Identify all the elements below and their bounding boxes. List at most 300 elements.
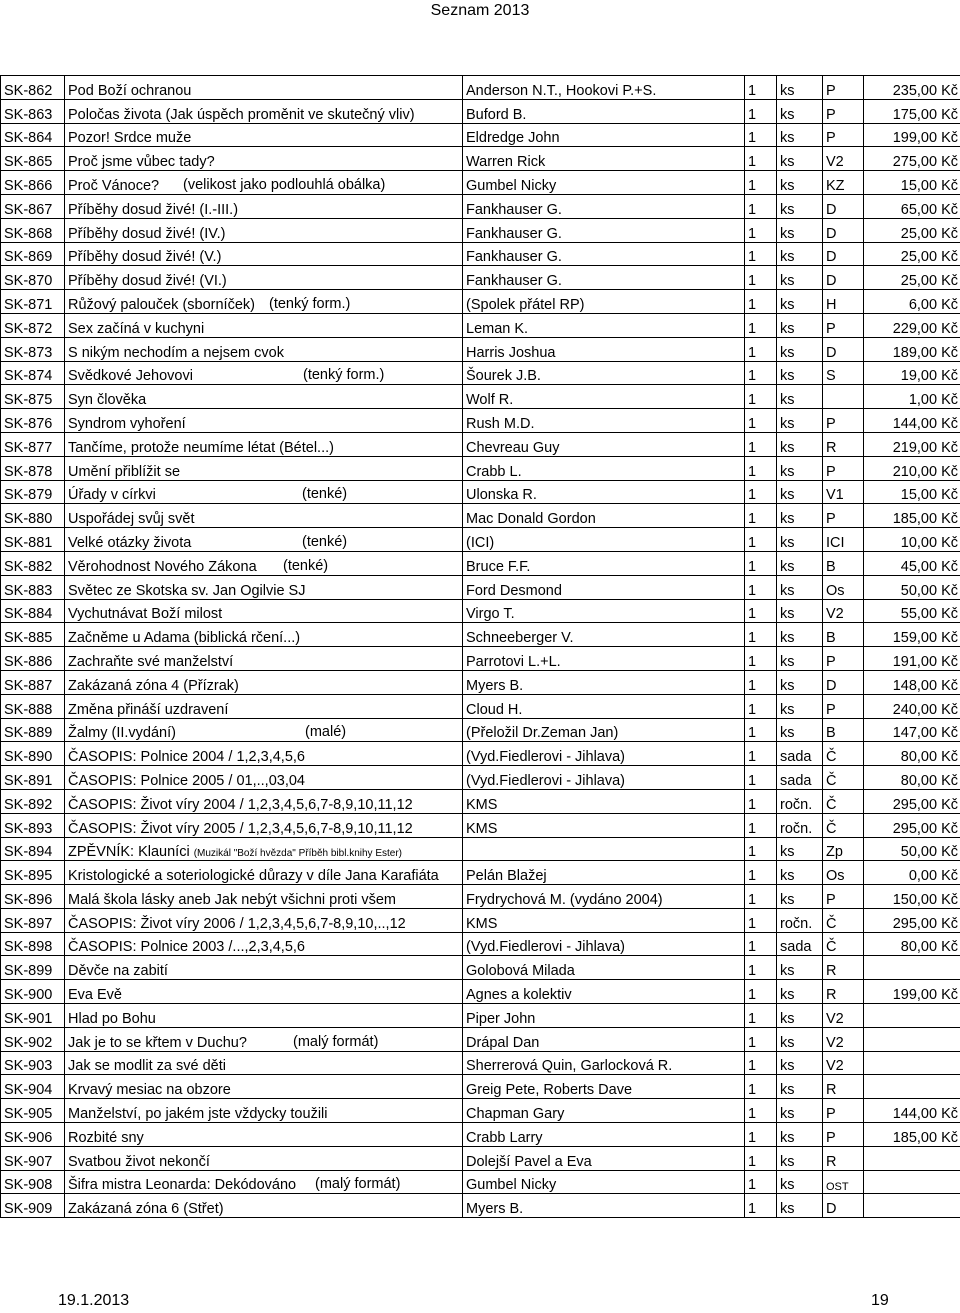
- item-unit: ks: [777, 480, 823, 504]
- item-id: SK-866: [1, 171, 65, 195]
- item-format-note: (tenký form.): [303, 367, 385, 384]
- item-title: [65, 742, 463, 766]
- item-author: Warren Rick: [463, 147, 745, 171]
- table-body: [1, 76, 960, 1218]
- table-row: [1, 575, 960, 599]
- item-unit: ks: [777, 1027, 823, 1051]
- item-title: [65, 1170, 463, 1194]
- item-title: [65, 789, 463, 813]
- item-price: 25,00 Kč: [864, 242, 960, 266]
- item-quantity: 1: [745, 908, 777, 932]
- item-unit: ks: [777, 432, 823, 456]
- item-price: 295,00 Kč: [864, 908, 960, 932]
- item-title: [65, 718, 463, 742]
- table-row: [1, 504, 960, 528]
- item-id: SK-894: [1, 837, 65, 861]
- item-title-text: Uspořádej svůj svět: [68, 511, 195, 528]
- item-quantity: 1: [745, 1123, 777, 1147]
- item-title: [65, 575, 463, 599]
- item-quantity: 1: [745, 432, 777, 456]
- item-category-code: D: [823, 266, 864, 290]
- item-title-text: Světec ze Skotska sv. Jan Ogilvie SJ: [68, 582, 306, 599]
- item-quantity: 1: [745, 361, 777, 385]
- item-category-code: Č: [823, 742, 864, 766]
- table-row: [1, 1123, 960, 1147]
- item-quantity: 1: [745, 789, 777, 813]
- item-unit: ks: [777, 313, 823, 337]
- item-title: [65, 361, 463, 385]
- item-id: SK-873: [1, 337, 65, 361]
- item-quantity: 1: [745, 861, 777, 885]
- item-unit: ks: [777, 147, 823, 171]
- item-title: [65, 599, 463, 623]
- item-author: Drápal Dan: [463, 1027, 745, 1051]
- item-price: [864, 1075, 960, 1099]
- item-title: [65, 432, 463, 456]
- item-unit: ks: [777, 1194, 823, 1218]
- item-author: Myers B.: [463, 670, 745, 694]
- table-row: [1, 456, 960, 480]
- item-unit: ks: [777, 599, 823, 623]
- page-title: Seznam 2013: [430, 2, 530, 19]
- item-price: [864, 1146, 960, 1170]
- table-row: [1, 266, 960, 290]
- footer-page-number: 19: [871, 1292, 889, 1309]
- item-price: 6,00 Kč: [864, 290, 960, 314]
- item-id: SK-895: [1, 861, 65, 885]
- item-unit: ks: [777, 1099, 823, 1123]
- book-list-table: [0, 75, 960, 1218]
- item-title: [65, 1051, 463, 1075]
- item-title: [65, 1004, 463, 1028]
- item-author: Golobová Milada: [463, 956, 745, 980]
- table-row: [1, 742, 960, 766]
- item-title: [65, 837, 463, 861]
- item-title-text: Změna přináší uzdravení: [68, 701, 229, 718]
- item-author: Cloud H.: [463, 694, 745, 718]
- footer-date: 19.1.2013: [58, 1292, 130, 1309]
- item-id: SK-902: [1, 1027, 65, 1051]
- item-id: SK-869: [1, 242, 65, 266]
- table-row: [1, 1027, 960, 1051]
- table-row: [1, 147, 960, 171]
- item-title: [65, 670, 463, 694]
- item-title-text: Poločas života (Jak úspěch proměnit ve skutečný vliv): [68, 106, 415, 123]
- item-title: [65, 76, 463, 100]
- item-id: SK-907: [1, 1146, 65, 1170]
- item-id: SK-882: [1, 551, 65, 575]
- item-author: Fankhauser G.: [463, 218, 745, 242]
- item-price: 80,00 Kč: [864, 932, 960, 956]
- item-format-note: (malý formát): [315, 1176, 401, 1193]
- item-unit: ks: [777, 1146, 823, 1170]
- item-format-note: (malé): [305, 724, 347, 741]
- item-unit: ks: [777, 242, 823, 266]
- item-author: (ICI): [463, 528, 745, 552]
- item-format-note: (velikost jako podlouhlá obálka): [183, 176, 386, 193]
- item-author: Myers B.: [463, 1194, 745, 1218]
- item-title: [65, 932, 463, 956]
- item-category-code: B: [823, 623, 864, 647]
- item-title: [65, 337, 463, 361]
- item-unit: ks: [777, 956, 823, 980]
- item-title: [65, 171, 463, 195]
- item-category-code: OST: [823, 1170, 864, 1194]
- item-author: (Vyd.Fiedlerovi - Jihlava): [463, 742, 745, 766]
- item-quantity: 1: [745, 837, 777, 861]
- item-id: SK-905: [1, 1099, 65, 1123]
- item-title: [65, 456, 463, 480]
- item-title-text: Umění přiblížit se: [68, 463, 181, 480]
- item-category-code: P: [823, 1099, 864, 1123]
- item-price: 185,00 Kč: [864, 504, 960, 528]
- item-title: [65, 885, 463, 909]
- item-title-text: Jak se modlit za své děti: [68, 1058, 226, 1075]
- item-category-code: P: [823, 76, 864, 100]
- item-title: [65, 980, 463, 1004]
- item-quantity: 1: [745, 1194, 777, 1218]
- item-id: SK-896: [1, 885, 65, 909]
- item-price: 144,00 Kč: [864, 1099, 960, 1123]
- item-id: SK-872: [1, 313, 65, 337]
- item-unit: ks: [777, 385, 823, 409]
- item-author: Anderson N.T., Hookovi P.+S.: [463, 76, 745, 100]
- table-row: [1, 670, 960, 694]
- item-title-text: Zakázaná zóna 6 (Střet): [68, 1201, 224, 1218]
- item-author: [463, 837, 745, 861]
- item-id: SK-880: [1, 504, 65, 528]
- item-quantity: 1: [745, 623, 777, 647]
- item-price: 229,00 Kč: [864, 313, 960, 337]
- item-author: Frydrychová M. (vydáno 2004): [463, 885, 745, 909]
- item-price: 150,00 Kč: [864, 885, 960, 909]
- item-unit: ks: [777, 99, 823, 123]
- item-author: Rush M.D.: [463, 409, 745, 433]
- item-price: 210,00 Kč: [864, 456, 960, 480]
- item-quantity: 1: [745, 171, 777, 195]
- item-id: SK-881: [1, 528, 65, 552]
- table-row: [1, 409, 960, 433]
- item-quantity: 1: [745, 885, 777, 909]
- item-unit: ks: [777, 409, 823, 433]
- item-id: SK-888: [1, 694, 65, 718]
- item-id: SK-865: [1, 147, 65, 171]
- item-price: 199,00 Kč: [864, 123, 960, 147]
- item-price: 275,00 Kč: [864, 147, 960, 171]
- item-category-code: P: [823, 99, 864, 123]
- item-price: 80,00 Kč: [864, 766, 960, 790]
- item-category-code: S: [823, 361, 864, 385]
- item-title-text: Manželství, po jakém jste vždycky toužili: [68, 1106, 328, 1123]
- item-id: SK-878: [1, 456, 65, 480]
- item-id: SK-879: [1, 480, 65, 504]
- item-id: SK-903: [1, 1051, 65, 1075]
- item-id: SK-871: [1, 290, 65, 314]
- item-title-text: Rozbité sny: [68, 1129, 144, 1146]
- item-author: Fankhauser G.: [463, 266, 745, 290]
- item-price: 25,00 Kč: [864, 266, 960, 290]
- table-row: [1, 432, 960, 456]
- item-quantity: 1: [745, 1146, 777, 1170]
- item-unit: ks: [777, 1123, 823, 1147]
- item-category-code: R: [823, 1146, 864, 1170]
- item-unit: ks: [777, 1004, 823, 1028]
- item-quantity: 1: [745, 385, 777, 409]
- item-format-note: (malý formát): [293, 1033, 379, 1050]
- item-title-text: ČASOPIS: Polnice 2004 / 1,2,3,4,5,6: [68, 749, 305, 766]
- item-price: 80,00 Kč: [864, 742, 960, 766]
- item-unit: ks: [777, 528, 823, 552]
- item-title: [65, 99, 463, 123]
- item-unit: ks: [777, 575, 823, 599]
- item-price: 0,00 Kč: [864, 861, 960, 885]
- item-author: Pelán Blažej: [463, 861, 745, 885]
- item-title: [65, 861, 463, 885]
- item-price: 1,00 Kč: [864, 385, 960, 409]
- table-row: [1, 123, 960, 147]
- table-row: [1, 171, 960, 195]
- item-category-code: Č: [823, 813, 864, 837]
- item-title-text: Šifra mistra Leonarda: Dekódováno: [68, 1177, 297, 1194]
- table-row: [1, 1194, 960, 1218]
- item-price: 295,00 Kč: [864, 789, 960, 813]
- item-price: 175,00 Kč: [864, 99, 960, 123]
- item-title-text: Začněme u Adama (biblická rčení...): [68, 630, 301, 647]
- table-row: [1, 1075, 960, 1099]
- item-price: 15,00 Kč: [864, 480, 960, 504]
- item-title-text: Pozor! Srdce muže: [68, 130, 192, 147]
- item-title: [65, 218, 463, 242]
- item-author: Harris Joshua: [463, 337, 745, 361]
- item-format-note: (tenké): [283, 557, 329, 574]
- item-category-code: P: [823, 313, 864, 337]
- item-category-code: P: [823, 504, 864, 528]
- item-author: Gumbel Nicky: [463, 171, 745, 195]
- table-row: [1, 99, 960, 123]
- item-unit: ročn.: [777, 813, 823, 837]
- item-title-text: Proč jsme vůbec tady?: [68, 154, 215, 171]
- item-unit: ks: [777, 266, 823, 290]
- item-title-text: Příběhy dosud živé! (VI.): [68, 273, 227, 290]
- item-category-code: P: [823, 694, 864, 718]
- item-author: Wolf R.: [463, 385, 745, 409]
- item-quantity: 1: [745, 813, 777, 837]
- item-unit: ks: [777, 623, 823, 647]
- table-row: [1, 528, 960, 552]
- item-author: KMS: [463, 813, 745, 837]
- item-author: (Vyd.Fiedlerovi - Jihlava): [463, 766, 745, 790]
- item-unit: ks: [777, 1170, 823, 1194]
- item-author: KMS: [463, 908, 745, 932]
- item-title: [65, 1027, 463, 1051]
- item-quantity: 1: [745, 76, 777, 100]
- item-author: Agnes a kolektiv: [463, 980, 745, 1004]
- table-row: [1, 908, 960, 932]
- item-title: [65, 956, 463, 980]
- table-row: [1, 1099, 960, 1123]
- item-price: 295,00 Kč: [864, 813, 960, 837]
- item-title-text: Proč Vánoce?: [68, 177, 160, 194]
- item-title-text: Růžový palouček (sborníček): [68, 296, 255, 313]
- item-quantity: 1: [745, 670, 777, 694]
- item-category-code: R: [823, 956, 864, 980]
- item-unit: ks: [777, 980, 823, 1004]
- item-title: [65, 123, 463, 147]
- item-unit: ks: [777, 123, 823, 147]
- table-row: [1, 980, 960, 1004]
- item-quantity: 1: [745, 575, 777, 599]
- item-author: Virgo T.: [463, 599, 745, 623]
- item-title: [65, 1146, 463, 1170]
- item-unit: ks: [777, 1075, 823, 1099]
- item-id: SK-883: [1, 575, 65, 599]
- item-quantity: 1: [745, 290, 777, 314]
- item-quantity: 1: [745, 599, 777, 623]
- item-category-code: Os: [823, 861, 864, 885]
- item-price: [864, 1170, 960, 1194]
- item-title: [65, 409, 463, 433]
- item-format-note: (Muzikál "Boží hvězda" Příběh bibl.knihy Ester): [193, 848, 402, 860]
- item-title: [65, 385, 463, 409]
- item-unit: ks: [777, 718, 823, 742]
- item-category-code: V2: [823, 1004, 864, 1028]
- item-unit: ks: [777, 647, 823, 671]
- item-category-code: P: [823, 123, 864, 147]
- table-row: [1, 718, 960, 742]
- item-id: SK-897: [1, 908, 65, 932]
- item-title-text: Sex začíná v kuchyni: [68, 320, 205, 337]
- item-quantity: 1: [745, 218, 777, 242]
- item-price: 55,00 Kč: [864, 599, 960, 623]
- item-category-code: P: [823, 456, 864, 480]
- item-category-code: V2: [823, 1027, 864, 1051]
- item-category-code: Zp: [823, 837, 864, 861]
- item-price: [864, 956, 960, 980]
- item-author: (Spolek přátel RP): [463, 290, 745, 314]
- item-id: SK-893: [1, 813, 65, 837]
- item-author: Piper John: [463, 1004, 745, 1028]
- item-title: [65, 242, 463, 266]
- table-row: [1, 218, 960, 242]
- item-author: (Vyd.Fiedlerovi - Jihlava): [463, 932, 745, 956]
- item-quantity: 1: [745, 242, 777, 266]
- item-title: [65, 504, 463, 528]
- item-title: [65, 266, 463, 290]
- item-title-text: Vychutnávat Boží milost: [68, 606, 223, 623]
- item-unit: ks: [777, 504, 823, 528]
- item-category-code: Č: [823, 766, 864, 790]
- item-id: SK-867: [1, 194, 65, 218]
- item-unit: ks: [777, 694, 823, 718]
- item-quantity: 1: [745, 1051, 777, 1075]
- item-price: 199,00 Kč: [864, 980, 960, 1004]
- item-unit: ks: [777, 551, 823, 575]
- item-author: Leman K.: [463, 313, 745, 337]
- table-row: [1, 361, 960, 385]
- item-title-text: Svatbou život nekončí: [68, 1153, 210, 1170]
- item-author: (Přeložil Dr.Zeman Jan): [463, 718, 745, 742]
- item-quantity: 1: [745, 718, 777, 742]
- item-unit: ks: [777, 290, 823, 314]
- item-id: SK-884: [1, 599, 65, 623]
- item-title-text: S nikým nechodím a nejsem cvok: [68, 344, 284, 361]
- item-id: SK-892: [1, 789, 65, 813]
- table-row: [1, 551, 960, 575]
- item-category-code: B: [823, 718, 864, 742]
- table-row: [1, 694, 960, 718]
- item-id: SK-901: [1, 1004, 65, 1028]
- item-quantity: 1: [745, 1004, 777, 1028]
- item-category-code: Č: [823, 908, 864, 932]
- item-title-text: ZPĚVNÍK: Klauníci: [68, 844, 190, 861]
- item-price: 10,00 Kč: [864, 528, 960, 552]
- item-category-code: D: [823, 670, 864, 694]
- table-row: [1, 837, 960, 861]
- item-category-code: KZ: [823, 171, 864, 195]
- item-title-text: ČASOPIS: Polnice 2003 /...,2,3,4,5,6: [68, 939, 305, 956]
- item-title: [65, 313, 463, 337]
- item-id: SK-876: [1, 409, 65, 433]
- item-unit: ks: [777, 1051, 823, 1075]
- item-title-text: Svědkové Jehovovi: [68, 368, 193, 385]
- item-price: 144,00 Kč: [864, 409, 960, 433]
- item-title: [65, 1075, 463, 1099]
- item-unit: ks: [777, 361, 823, 385]
- table-row: [1, 337, 960, 361]
- item-title-text: Kristologické a soteriologické důrazy v díle Jana Karafiáta: [68, 868, 439, 885]
- item-author: Eldredge John: [463, 123, 745, 147]
- item-category-code: ICI: [823, 528, 864, 552]
- item-title-text: ČASOPIS: Život víry 2006 / 1,2,3,4,5,6,7-8,9,10,..,12: [68, 915, 406, 932]
- item-quantity: 1: [745, 956, 777, 980]
- item-author: Sherrerová Quin, Garlocková R.: [463, 1051, 745, 1075]
- table-row: [1, 480, 960, 504]
- item-quantity: 1: [745, 480, 777, 504]
- item-title: [65, 1194, 463, 1218]
- item-author: Chapman Gary: [463, 1099, 745, 1123]
- item-author: Chevreau Guy: [463, 432, 745, 456]
- item-id: SK-909: [1, 1194, 65, 1218]
- item-category-code: Os: [823, 575, 864, 599]
- item-price: 147,00 Kč: [864, 718, 960, 742]
- item-unit: ks: [777, 837, 823, 861]
- table-row: [1, 242, 960, 266]
- item-unit: ks: [777, 456, 823, 480]
- item-id: SK-889: [1, 718, 65, 742]
- item-author: Schneeberger V.: [463, 623, 745, 647]
- item-id: SK-891: [1, 766, 65, 790]
- table-row: [1, 813, 960, 837]
- item-price: 159,00 Kč: [864, 623, 960, 647]
- item-title-text: Příběhy dosud živé! (I.-III.): [68, 201, 239, 218]
- item-unit: ks: [777, 861, 823, 885]
- item-quantity: 1: [745, 409, 777, 433]
- item-title-text: Velké otázky života: [68, 534, 192, 551]
- table-row: [1, 313, 960, 337]
- item-title: [65, 766, 463, 790]
- item-price: [864, 1004, 960, 1028]
- table-row: [1, 194, 960, 218]
- item-category-code: V2: [823, 1051, 864, 1075]
- item-category-code: P: [823, 1123, 864, 1147]
- item-quantity: 1: [745, 1027, 777, 1051]
- item-price: 25,00 Kč: [864, 218, 960, 242]
- item-author: KMS: [463, 789, 745, 813]
- item-format-note: (tenké): [302, 533, 348, 550]
- item-author: Parrotovi L.+L.: [463, 647, 745, 671]
- item-quantity: 1: [745, 123, 777, 147]
- item-author: Fankhauser G.: [463, 194, 745, 218]
